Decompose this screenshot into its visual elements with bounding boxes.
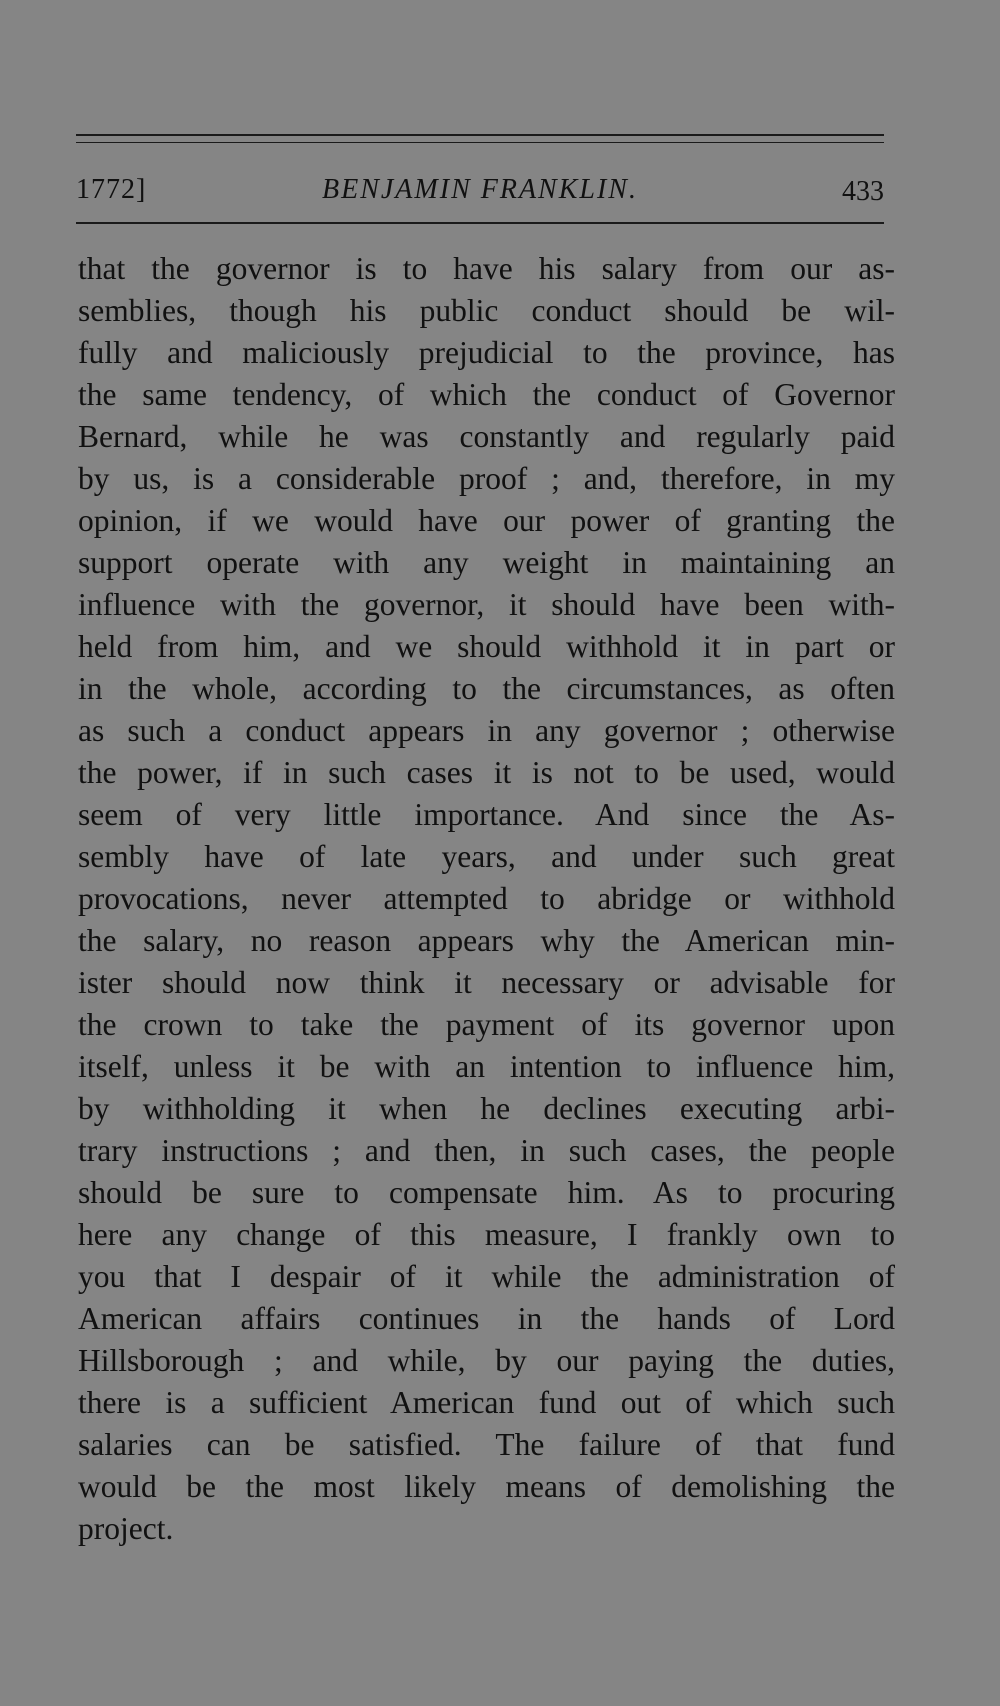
running-head xyxy=(76,172,884,208)
header-top-thin-rule xyxy=(76,142,884,143)
text-line: Hillsborough ; and while, by our paying the duties, xyxy=(78,1343,895,1378)
text-line: itself, unless it be with an intention to influence him, xyxy=(78,1049,895,1084)
text-line: trary instructions ; and then, in such cases, the people xyxy=(78,1133,895,1168)
text-line: salaries can be satisfied. The failure of that fund xyxy=(78,1427,895,1462)
text-line: seem of very little importance. And since the As- xyxy=(78,797,895,832)
text-line: support operate with any weight in maintaining an xyxy=(78,545,895,580)
page-number: 433 xyxy=(842,176,884,207)
text-line: the salary, no reason appears why the American min- xyxy=(78,923,895,958)
header-top-rule xyxy=(76,134,884,136)
text-line: would be the most likely means of demolishing the xyxy=(78,1469,895,1504)
text-line: influence with the governor, it should have been with- xyxy=(78,587,895,622)
text-line: provocations, never attempted to abridge or withhold xyxy=(78,881,895,916)
text-line: that the governor is to have his salary from our as- xyxy=(78,251,895,286)
text-line: project. xyxy=(78,1511,174,1546)
text-line: by withholding it when he declines executing arbi- xyxy=(78,1091,895,1126)
text-line: as such a conduct appears in any governor ; otherwise xyxy=(78,713,895,748)
text-line: opinion, if we would have our power of granting the xyxy=(78,503,895,538)
text-line: there is a sufficient American fund out of which such xyxy=(78,1385,895,1420)
header-bottom-rule xyxy=(76,222,884,224)
text-line: here any change of this measure, I frankly own to xyxy=(78,1217,895,1252)
text-line: the power, if in such cases it is not to be used, would xyxy=(78,755,895,790)
running-head-title: BENJAMIN FRANKLIN. xyxy=(322,174,638,205)
text-line: by us, is a considerable proof ; and, therefore, in my xyxy=(78,461,895,496)
text-line: held from him, and we should withhold it in part or xyxy=(78,629,895,664)
text-line: should be sure to compensate him. As to procuring xyxy=(78,1175,895,1210)
text-line: American affairs continues in the hands of Lord xyxy=(78,1301,895,1336)
text-line: the same tendency, of which the conduct of Governor xyxy=(78,377,895,412)
text-line: fully and maliciously prejudicial to the province, has xyxy=(78,335,895,370)
text-line: Bernard, while he was constantly and regularly paid xyxy=(78,419,895,454)
text-line: sembly have of late years, and under such great xyxy=(78,839,895,874)
running-head-year: 1772] xyxy=(76,174,147,205)
text-line: the crown to take the payment of its governor upon xyxy=(78,1007,895,1042)
body-text xyxy=(78,248,895,1550)
text-line: you that I despair of it while the administration of xyxy=(78,1259,895,1294)
text-line: in the whole, according to the circumstances, as often xyxy=(78,671,895,706)
text-line: semblies, though his public conduct should be wil- xyxy=(78,293,895,328)
text-line: ister should now think it necessary or advisable for xyxy=(78,965,895,1000)
